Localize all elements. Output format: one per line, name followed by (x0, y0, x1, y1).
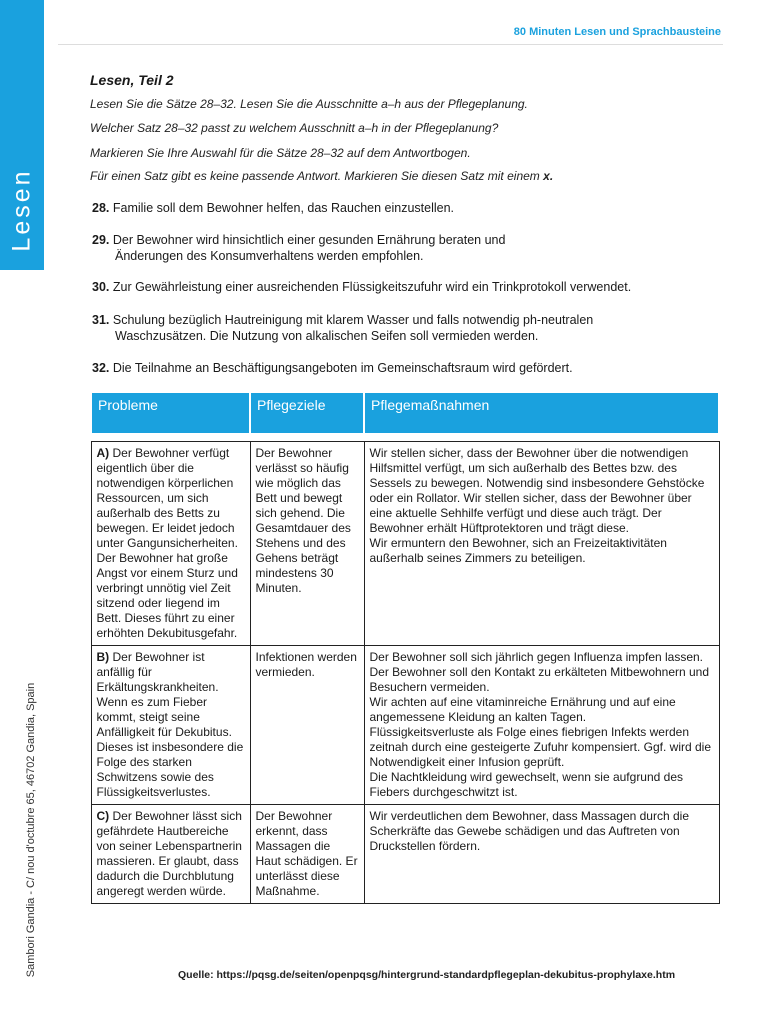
statement-text-cont: Waschzusätzen. Die Nutzung von alkalischen Seifen soll vermieden werden. (115, 329, 539, 343)
table-row (91, 646, 719, 805)
source-citation: Quelle: https://pqsg.de/seiten/openpqsg/hintergrund-standardpflegeplan-dekubitus-prophylaxe.htm (178, 969, 676, 981)
row-label: C) (96, 809, 110, 823)
problem-text: Der Bewohner lässt sich gefährdete Hautbereiche von seiner Lebenspartnerin massieren. Er glaubt, dass dadurch die Durchblutung angeregt werden würde. (96, 809, 242, 898)
statement-item (92, 312, 722, 344)
header-divider (58, 44, 723, 45)
statement-number: 29. (92, 233, 110, 247)
problem-cell (91, 805, 250, 904)
statement-item (92, 200, 722, 216)
column-header-measures: Pflegemaßnahmen (364, 392, 719, 434)
statement-item (92, 360, 722, 376)
statement-text: Die Teilnahme an Beschäftigungsangeboten im Gemeinschaftsraum wird gefördert. (109, 361, 573, 375)
column-header-problems: Probleme (91, 392, 250, 434)
instruction-line (90, 169, 553, 183)
column-header-goals: Pflegeziele (250, 392, 364, 434)
row-label: A) (96, 446, 110, 460)
side-tab (0, 0, 44, 270)
statement-number: 32. (92, 361, 110, 375)
side-tab-label: Lesen (7, 168, 36, 252)
measures-cell: Wir verdeutlichen dem Bewohner, dass Massagen durch die Scherkräfte das Gewebe schädigen und das Auftreten von Druckstellen fördern. (364, 805, 719, 904)
statement-text: Der Bewohner wird hinsichtlich einer gesunden Ernährung beraten und (109, 233, 506, 247)
statement-number: 30. (92, 280, 110, 294)
instruction-line: Markieren Sie Ihre Auswahl für die Sätze 28–32 auf dem Antwortbogen. (90, 146, 471, 160)
instruction-line: Lesen Sie die Sätze 28–32. Lesen Sie die Ausschnitte a–h aus der Pflegeplanung. (90, 97, 528, 111)
problem-cell (91, 646, 250, 805)
measures-cell: Wir stellen sicher, dass der Bewohner über die notwendigen Hilfsmittel verfügt, um sich außerhalb des Bettes bzw. des Sessels zu bewegen. Notwendig sind insbesondere Gehstöcke oder ein Rollator. Wir stellen sicher, dass der Bewohner über eine aktuelle Sehhilfe verfügt und diese auch trägt. Der Bewohner erhält Hüftprotektoren und trägt diese. Wir ermuntern den Bewohner, sich an Freizeitaktivitäten außerhalb seines Zimmers zu beteiligen. (364, 442, 719, 646)
goal-cell: Der Bewohner erkennt, dass Massagen die Haut schädigen. Er unterlässt diese Maßnahme. (250, 805, 364, 904)
statement-number: 31. (92, 313, 110, 327)
problem-text: Der Bewohner ist anfällig für Erkältungskrankheiten. Wenn es zum Fieber kommt, steigt seine Anfälligkeit für Dekubitus. Dieses ist insbesondere die Folge des starken Schwitzens sowie des Flüssigkeitsverlustes. (96, 650, 244, 799)
problem-text: Der Bewohner verfügt eigentlich über die notwendigen körperlichen Ressourcen, um sich außerhalb des Betts zu bewegen. Er leidet jedoch unter Gangunsicherheiten. Der Bewohner hat große Angst vor einem Sturz und verbringt unnötig viel Zeit sitzend oder liegend im Bett. Dieses führt zu einer erhöhten Dekubitusgefahr. (96, 446, 238, 640)
mark-symbol: x. (543, 169, 554, 183)
statement-number: 28. (92, 201, 110, 215)
statement-text: Familie soll dem Bewohner helfen, das Rauchen einzustellen. (109, 201, 455, 215)
statement-text-cont: Änderungen des Konsumverhaltens werden empfohlen. (115, 249, 424, 263)
statement-item (92, 232, 722, 264)
table-row (91, 442, 719, 646)
row-label: B) (96, 650, 110, 664)
statement-item (92, 279, 722, 295)
measures-cell: Der Bewohner soll sich jährlich gegen Influenza impfen lassen. Der Bewohner soll den Kontakt zu erkälteten Mitbewohnern und Besuchern vermeiden. Wir achten auf eine vitaminreiche Ernährung und auf eine angemessene Kleidung an kalten Tagen. Flüssigkeitsverluste als Folge eines fiebrigen Infekts werden zeitnah durch eine gesteigerte Zufuhr kompensiert. Ggf. wird die Notwendigkeit einer Infusion geprüft. Die Nachtkleidung wird gewechselt, wenn sie aufgrund des Fiebers durchgeschwitzt ist. (364, 646, 719, 805)
publisher-credit: Sambori Gandia - C/ nou d'octubre 65, 46702 Gandia, Spain (25, 682, 37, 978)
care-plan-table (90, 391, 720, 904)
statement-text: Zur Gewährleistung einer ausreichenden Flüssigkeitszufuhr wird ein Trinkprotokoll verwendet. (109, 280, 632, 294)
table-header-row (91, 392, 719, 434)
header-title: 80 Minuten Lesen und Sprachbausteine (513, 26, 721, 38)
statement-text: Schulung bezüglich Hautreinigung mit klarem Wasser und falls notwendig ph-neutralen (109, 313, 594, 327)
section-title: Lesen, Teil 2 (90, 72, 174, 88)
instruction-line: Welcher Satz 28–32 passt zu welchem Ausschnitt a–h in der Pflegeplanung? (90, 121, 499, 135)
goal-cell: Infektionen werden vermieden. (250, 646, 364, 805)
goal-cell: Der Bewohner verlässt so häufig wie möglich das Bett und bewegt sich gehend. Die Gesamtdauer des Stehens und des Gehens beträgt mindestens 30 Minuten. (250, 442, 364, 646)
table-row (91, 805, 719, 904)
instruction-text: Für einen Satz gibt es keine passende Antwort. Markieren Sie diesen Satz mit einem (90, 169, 540, 183)
problem-cell (91, 442, 250, 646)
